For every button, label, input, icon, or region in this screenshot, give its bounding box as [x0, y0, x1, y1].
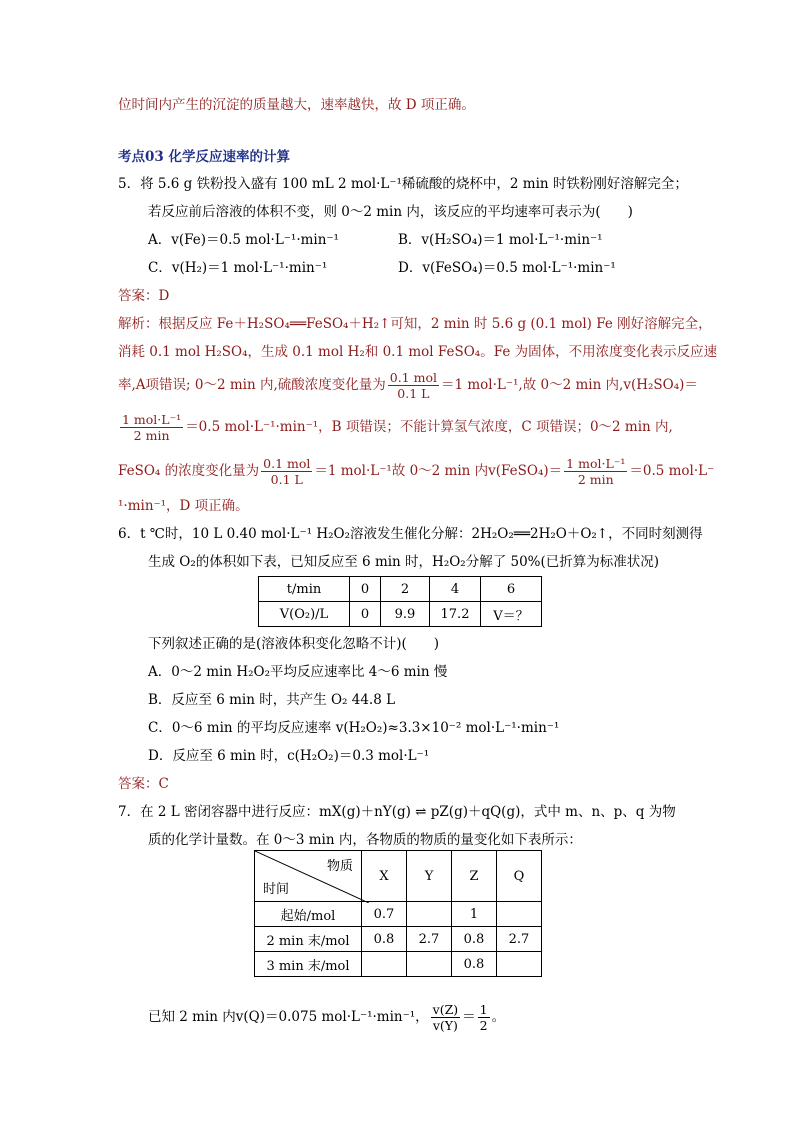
corner-top-label: 物质: [326, 859, 353, 874]
q5-explanation-line4: [118, 410, 673, 444]
q5-option-b: B．v(H₂SO₄)＝1 mol·L⁻¹·min⁻¹: [398, 232, 603, 248]
table-cell: 2: [381, 577, 430, 602]
frac-numerator: v(Z): [432, 1002, 459, 1017]
q5-option-a: A．v(Fe)＝0.5 mol·L⁻¹·min⁻¹: [148, 232, 339, 248]
q7-data-table: [254, 850, 542, 977]
q7-stem-line1: 7．在 2 L 密闭容器中进行反应：mX(g)＋nY(g) ⇌ pZ(g)＋qQ(g)，式中 m、n、p、q 为物: [118, 804, 676, 820]
q7-fraction-half: [478, 1002, 490, 1033]
q5-fraction-2: [120, 412, 183, 443]
q6-option-d: D．反应至 6 min 时，c(H₂O₂)＝0.3 mol·L⁻¹: [148, 748, 430, 764]
q5-explanation-line1: 解析：根据反应 Fe＋H₂SO₄══FeSO₄＋H₂↑可知，2 min 时 5.6 g (0.1 mol) Fe 刚好溶解完全，: [118, 316, 712, 332]
table-cell: 0: [350, 577, 381, 602]
q5-explanation-line3: [118, 368, 698, 402]
q5-fraction-1: [388, 370, 439, 401]
table-cell: 2.7: [497, 927, 542, 952]
table-row: [255, 902, 542, 927]
q7-fraction-vz-vy: [431, 1002, 461, 1033]
table-cell: 0.7: [362, 902, 407, 927]
section-title: 考点03 化学反应速率的计算: [118, 149, 290, 165]
q6-option-a: A．0～2 min H₂O₂平均反应速率比 4～6 min 慢: [148, 664, 448, 680]
table-header: Y: [407, 851, 452, 902]
table-cell: t/min: [259, 577, 350, 602]
frac-numerator: 0.1 mol: [389, 370, 437, 385]
table-header: Q: [497, 851, 542, 902]
q5-exp5-text: FeSO₄ 的浓度变化量为: [118, 463, 260, 479]
table-cell: 1: [452, 902, 497, 927]
corner-bottom-label: 时间: [263, 882, 290, 897]
q6-answer: 答案：C: [118, 776, 169, 792]
table-cell: 2.7: [407, 927, 452, 952]
q7-given-text: 已知 2 min 内v(Q)＝0.075 mol·L⁻¹·min⁻¹，: [148, 1009, 429, 1025]
q7-stem-line2: 质的化学计量数。在 0～3 min 内，各物质的物质的量变化如下表所示：: [148, 832, 582, 848]
q6-stem-line1: 6．t ℃时，10 L 0.40 mol·L⁻¹ H₂O₂溶液发生催化分解：2H₂O₂══2H₂O＋O₂↑，不同时刻测得: [118, 526, 703, 542]
table-cell: [407, 902, 452, 927]
table-cell: 0.8: [452, 952, 497, 977]
table-cell: [497, 902, 542, 927]
table-header: X: [362, 851, 407, 902]
q5-option-d: D．v(FeSO₄)＝0.5 mol·L⁻¹·min⁻¹: [398, 260, 616, 276]
frac-numerator: 1 mol·L⁻¹: [566, 456, 626, 471]
q5-explanation-line5: [118, 454, 714, 488]
frac-denominator: 2 min: [577, 472, 614, 487]
table-cell: 4: [430, 577, 481, 602]
frac-denominator: 2 min: [133, 428, 170, 443]
q6-prompt: 下列叙述正确的是(溶液体积变化忽略不计)( ): [148, 636, 440, 652]
frac-denominator: 0.1 L: [397, 386, 430, 401]
table-cell: V(O₂)/L: [259, 602, 350, 627]
frac-numerator: 0.1 mol: [263, 456, 311, 471]
equals-sign: ＝: [462, 1009, 476, 1025]
table-cell: 9.9: [381, 602, 430, 627]
table-header: Z: [452, 851, 497, 902]
q5-exp3-text-b: ＝1 mol·L⁻¹,故 0～2 min 内,v(H₂SO₄)＝: [440, 377, 698, 393]
frac-numerator: 1 mol·L⁻¹: [122, 412, 182, 427]
table-row: [259, 577, 542, 602]
frac-numerator: 1: [479, 1002, 488, 1017]
table-cell: V＝？: [481, 602, 542, 627]
q5-stem-line1: 5．将 5.6 g 铁粉投入盛有 100 mL 2 mol·L⁻¹稀硫酸的烧杯中，2 min 时铁粉刚好溶解完全；: [118, 176, 688, 192]
table-cell: 0.8: [452, 927, 497, 952]
q5-explanation-line2: 消耗 0.1 mol H₂SO₄，生成 0.1 mol H₂和 0.1 mol FeSO₄。Fe 为固体，不用浓度变化表示反应速: [118, 344, 718, 360]
continuation-line: 位时间内产生的沉淀的质量越大，速率越快，故 D 项正确。: [118, 97, 475, 113]
table-row: [255, 851, 542, 902]
table-cell: [497, 952, 542, 977]
q6-option-c: C．0～6 min 的平均反应速率 v(H₂O₂)≈3.3×10⁻² mol·L⁻¹·min⁻¹: [148, 720, 560, 736]
q6-stem-line2: 生成 O₂的体积如下表，已知反应至 6 min 时，H₂O₂分解了 50%(已折算为标准状况): [148, 554, 660, 570]
q5-fraction-3: [261, 456, 312, 487]
q5-exp4-text: ＝0.5 mol·L⁻¹·min⁻¹，B 项错误；不能计算氢气浓度，C 项错误；0～2 min 内,: [185, 419, 673, 435]
q7-given-line: [148, 1000, 505, 1034]
q5-fraction-4: [564, 456, 627, 487]
table-cell: 0: [350, 602, 381, 627]
q5-explanation-line6: ¹·min⁻¹，D 项正确。: [118, 498, 249, 514]
period: 。: [491, 1009, 506, 1025]
table-cell: [407, 952, 452, 977]
table-row: [255, 927, 542, 952]
q5-exp5-text-c: ＝0.5 mol·L⁻: [629, 463, 715, 479]
row-label: 起始/mol: [255, 902, 362, 927]
q5-exp3-text: 率,A项错误; 0～2 min 内,硫酸浓度变化量为: [118, 377, 386, 393]
table-cell: [362, 952, 407, 977]
table-corner-cell: [255, 851, 362, 902]
table-cell: 17.2: [430, 602, 481, 627]
frac-denominator: 2: [479, 1018, 488, 1033]
q5-option-c: C．v(H₂)＝1 mol·L⁻¹·min⁻¹: [148, 260, 328, 276]
q5-answer: 答案：D: [118, 288, 170, 304]
table-cell: 6: [481, 577, 542, 602]
frac-denominator: v(Y): [432, 1018, 458, 1033]
table-row: [259, 602, 542, 627]
frac-denominator: 0.1 L: [270, 472, 303, 487]
q5-stem-line2: 若反应前后溶液的体积不变，则 0～2 min 内，该反应的平均速率可表示为( ): [148, 204, 633, 220]
table-row: [255, 952, 542, 977]
q6-data-table: [258, 576, 542, 627]
q5-exp5-text-b: ＝1 mol·L⁻¹故 0～2 min 内v(FeSO₄)＝: [314, 463, 563, 479]
row-label: 2 min 末/mol: [255, 927, 362, 952]
table-cell: 0.8: [362, 927, 407, 952]
row-label: 3 min 末/mol: [255, 952, 362, 977]
q6-option-b: B．反应至 6 min 时，共产生 O₂ 44.8 L: [148, 692, 396, 708]
